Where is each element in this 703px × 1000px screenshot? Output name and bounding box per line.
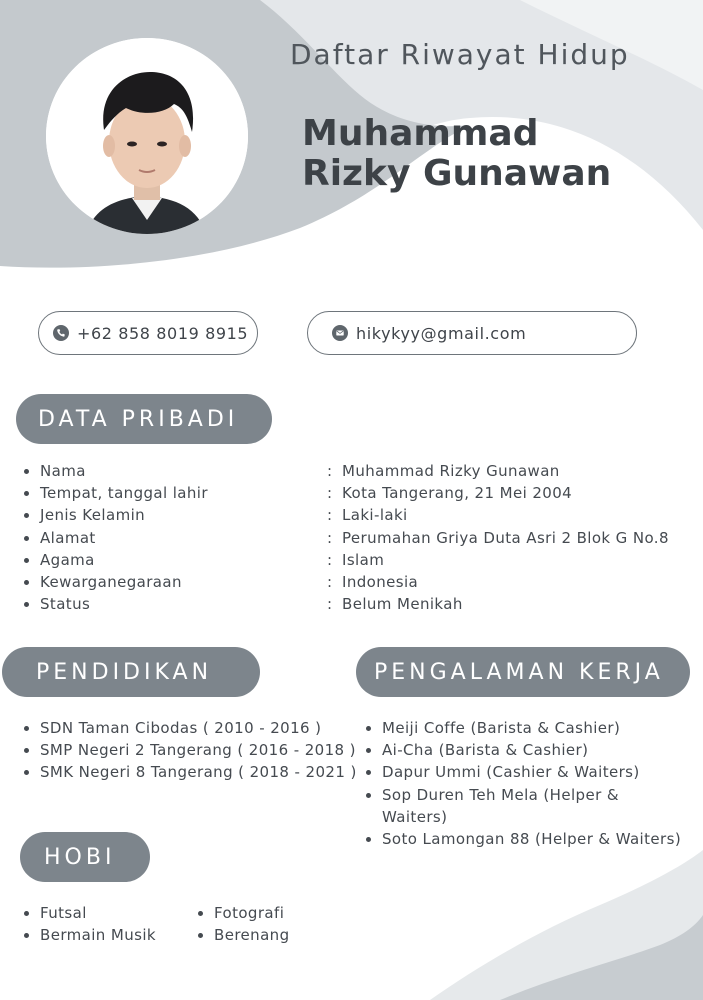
personal-data-row [327, 460, 699, 482]
education-item: SDN Taman Cibodas ( 2010 - 2016 ) [23, 717, 368, 739]
personal-data-row [327, 527, 699, 549]
personal-data-label: Agama [23, 549, 323, 571]
section-header-data-pribadi: DATA PRIBADI [16, 394, 272, 444]
hobby-list-right [197, 902, 367, 946]
personal-data-row [327, 549, 699, 571]
education-item: SMP Negeri 2 Tangerang ( 2016 - 2018 ) [23, 739, 368, 761]
full-name [302, 114, 692, 194]
full-name-line2: Rizky Gunawan [302, 153, 612, 194]
colon-separator: : [327, 506, 333, 525]
section-header-pengalaman-kerja: PENGALAMAN KERJA [356, 647, 690, 697]
personal-data-labels [23, 460, 323, 615]
work-experience-item: Soto Lamongan 88 (Helper & Waiters) [365, 828, 695, 850]
personal-data-value: Muhammad Rizky Gunawan [342, 462, 560, 480]
section-header-pendidikan: PENDIDIKAN [2, 647, 260, 697]
personal-data-value: Belum Menikah [342, 595, 463, 614]
section-header-hobi: HOBI [20, 832, 150, 882]
full-name-line1: Muhammad [302, 113, 539, 154]
education-list [23, 717, 368, 784]
work-experience-item: Meiji Coffe (Barista & Cashier) [365, 717, 695, 739]
personal-data-value: Laki-laki [342, 506, 408, 525]
colon-separator: : [327, 573, 333, 592]
colon-separator: : [327, 528, 333, 547]
email-address: hikykyy@gmail.com [356, 323, 527, 343]
profile-photo [46, 38, 248, 234]
colon-separator: : [327, 595, 333, 614]
document-title: Daftar Riwayat Hidup [290, 38, 630, 71]
work-experience-item: Dapur Ummi (Cashier & Waiters) [365, 761, 695, 783]
personal-data-row [327, 482, 699, 504]
personal-data-label: Alamat [23, 527, 323, 549]
education-item: SMK Negeri 8 Tangerang ( 2018 - 2021 ) [23, 761, 368, 783]
personal-data-label: Kewarganegaraan [23, 571, 323, 593]
work-experience-list [365, 717, 695, 850]
email-pill[interactable] [307, 311, 637, 355]
hobby-item: Futsal [23, 902, 193, 924]
hobby-list-left [23, 902, 193, 946]
personal-data-label: Jenis Kelamin [23, 504, 323, 526]
personal-data-label: Nama [23, 460, 323, 482]
personal-data-value: Islam [342, 550, 385, 569]
hobby-item: Fotografi [197, 902, 367, 924]
personal-data-value: Kota Tangerang, 21 Mei 2004 [342, 484, 573, 503]
mail-icon [332, 325, 348, 341]
personal-data-label: Status [23, 593, 323, 615]
personal-data-row [327, 571, 699, 593]
phone-pill[interactable] [38, 311, 258, 355]
work-experience-item: Sop Duren Teh Mela (Helper & Waiters) [365, 784, 655, 828]
personal-data-row [327, 593, 699, 615]
personal-data-label: Tempat, tanggal lahir [23, 482, 323, 504]
hobby-item: Berenang [197, 924, 367, 946]
profile-photo-icon [46, 38, 248, 234]
hobby-item: Bermain Musik [23, 924, 193, 946]
work-experience-item: Ai-Cha (Barista & Cashier) [365, 739, 695, 761]
personal-data-row [327, 504, 699, 526]
phone-number: +62 858 8019 8915 [77, 323, 249, 343]
colon-separator: : [327, 462, 333, 480]
colon-separator: : [327, 484, 333, 503]
personal-data-value: Perumahan Griya Duta Asri 2 Blok G No.8 [342, 528, 669, 547]
phone-icon [53, 325, 69, 341]
colon-separator: : [327, 550, 333, 569]
personal-data-values [327, 460, 699, 615]
personal-data-value: Indonesia [342, 573, 419, 592]
